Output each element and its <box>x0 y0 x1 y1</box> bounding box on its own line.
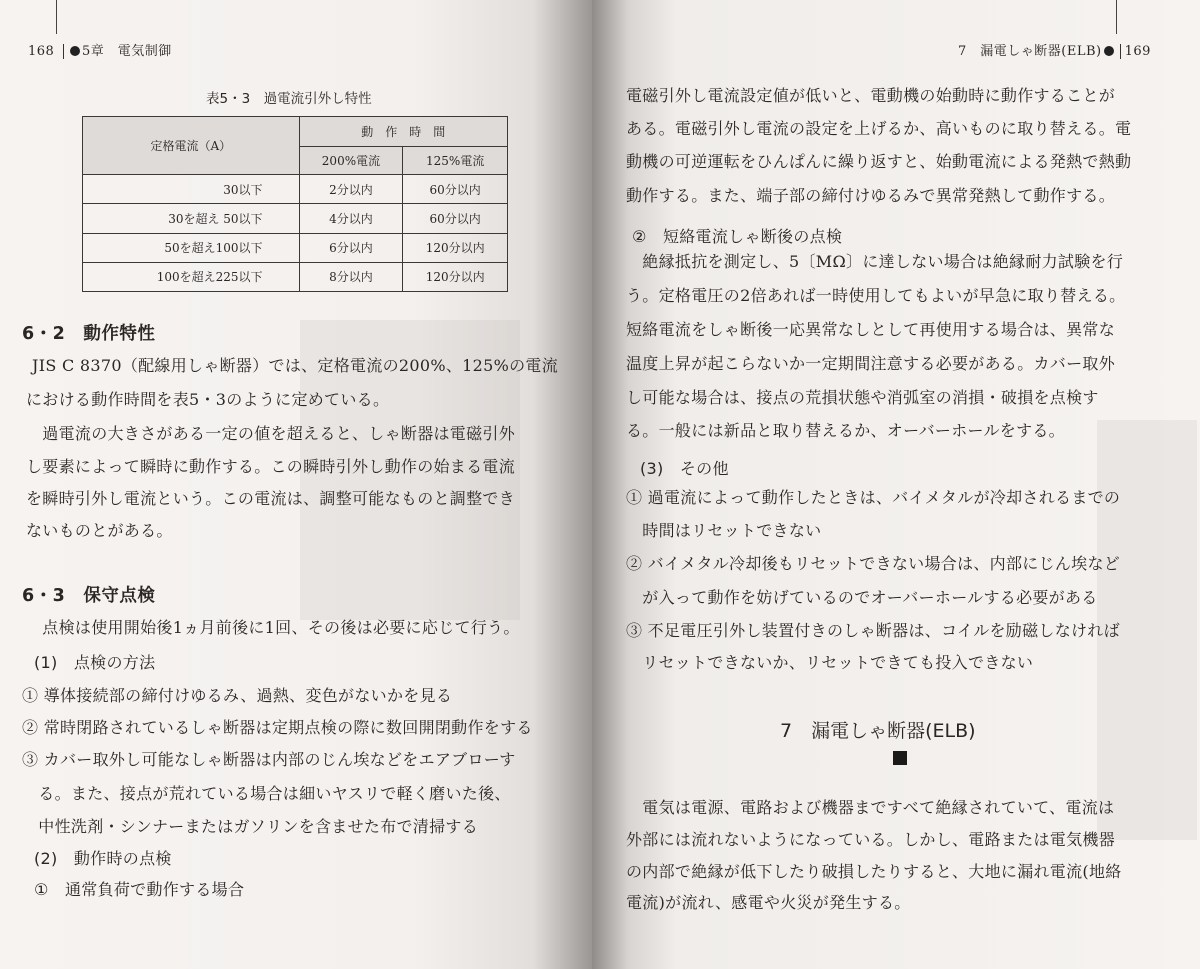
subheading: ② 短絡電流しゃ断後の点検 <box>632 227 843 246</box>
header-200: 200%電流 <box>299 147 403 175</box>
list-item: ① 過電流によって動作したときは、バイメタルが冷却されるまでの <box>626 488 1121 507</box>
body-line: し可能な場合は、接点の荒損状態や消弧室の消損・破損を点検す <box>626 388 1099 407</box>
section-square-mark <box>893 751 907 765</box>
table-row <box>83 175 508 204</box>
body-line: 動機の可逆運転をひんぱんに繰り返すと、始動電流による発熱で熱動 <box>626 152 1132 171</box>
trip-characteristics-table <box>82 116 508 292</box>
table-row <box>83 233 508 262</box>
subheading: ① 通常負荷で動作する場合 <box>34 880 245 899</box>
cell-125: 120分以内 <box>403 262 508 291</box>
cell-200: 8分以内 <box>299 262 403 291</box>
section-title: 7 漏電しゃ断器(ELB) <box>958 44 1102 59</box>
body-line: における動作時間を表5・3のように定めている。 <box>26 390 390 409</box>
list-item: ③ 不足電圧引外し装置付きのしゃ断器は、コイルを励磁しなければ <box>626 621 1120 640</box>
list-item: る。また、接点が荒れている場合は細いヤスリで軽く磨いた後、 <box>22 784 511 803</box>
body-line: ないものとがある。 <box>26 521 173 540</box>
list-item: ③ カバー取外し可能なしゃ断器は内部のじん埃などをエアブローす <box>22 750 516 769</box>
list-item: が入って動作を妨げているのでオーバーホールする必要がある <box>626 588 1098 607</box>
list-item: 時間はリセットできない <box>626 521 822 540</box>
cell-rated: 30を超え 50以下 <box>83 204 300 233</box>
subheading: (1) 点検の方法 <box>34 653 156 672</box>
table-caption: 表5・3 過電流引外し特性 <box>206 91 372 107</box>
cell-200: 4分以内 <box>299 204 403 233</box>
subheading: (3) その他 <box>640 459 729 478</box>
page-number: 169 <box>1124 44 1151 59</box>
header-operating-time: 動 作 時 間 <box>299 117 507 147</box>
cell-200: 2分以内 <box>299 175 403 204</box>
running-head-right <box>958 40 1151 59</box>
page-number: 168 <box>28 44 55 59</box>
list-item: ② 常時閉路されているしゃ断器は定期点検の際に数回開閉動作をする <box>22 718 533 737</box>
bullet-icon <box>1104 46 1114 56</box>
table-row <box>83 262 508 291</box>
body-line: 点検は使用開始後1ヵ月前後に1回、その後は必要に応じて行う。 <box>26 618 520 637</box>
cell-125: 120分以内 <box>403 233 508 262</box>
body-line: し要素によって瞬時に動作する。この瞬時引外し動作の始まる電流 <box>26 457 516 476</box>
list-item: 中性洗剤・シンナーまたはガソリンを含ませた布で清掃する <box>22 817 479 836</box>
body-line: 電流)が流れ、感電や火災が発生する。 <box>626 893 911 912</box>
list-item: ② バイメタル冷却後もリセットできない場合は、内部にじん埃など <box>626 554 1121 573</box>
table-row <box>83 204 508 233</box>
cell-rated: 100を超え225以下 <box>83 262 300 291</box>
body-line: る。一般には新品と取り替えるか、オーバーホールをする。 <box>626 421 1065 440</box>
body-line: 過電流の大きさがある一定の値を超えると、しゃ断器は電磁引外 <box>26 424 516 443</box>
cell-rated: 50を超え100以下 <box>83 233 300 262</box>
heading-6-2: 6・2 動作特性 <box>22 324 156 344</box>
body-line: 外部には流れないようになっている。しかし、電路または電気機器 <box>626 830 1116 849</box>
body-line: の内部で絶縁が低下したり破損したりすると、大地に漏れ電流(地絡 <box>626 862 1122 881</box>
body-line: を瞬時引外し電流という。この電流は、調整可能なものと調整でき <box>26 489 516 508</box>
right-page <box>592 0 1200 969</box>
body-line: ある。電磁引外し電流の設定を上げるか、高いものに取り替える。電 <box>626 119 1132 138</box>
page-rule <box>1116 0 1117 34</box>
bullet-icon <box>70 46 80 56</box>
body-line: う。定格電圧の2倍あれば一時使用してもよいが早急に取り替える。 <box>626 286 1126 305</box>
running-head-left <box>28 40 172 59</box>
body-line: 電磁引外し電流設定値が低いと、電動機の始動時に動作することが <box>626 86 1116 105</box>
list-item: リセットできないか、リセットできても投入できない <box>626 653 1034 672</box>
body-line: 短絡電流をしゃ断後一応異常なしとして再使用する場合は、異常な <box>626 320 1116 339</box>
body-line: 動作する。また、端子部の締付けゆるみで異常発熱して動作する。 <box>626 186 1116 205</box>
header-125: 125%電流 <box>403 147 508 175</box>
chapter-title: 5章 電気制御 <box>81 44 172 59</box>
header-rated-current: 定格電流（A） <box>83 117 300 175</box>
left-page <box>0 0 592 969</box>
heading-section-7: 7 漏電しゃ断器(ELB) <box>780 720 976 742</box>
body-line: JIS C 8370（配線用しゃ断器）では、定格電流の200%、125%の電流 <box>32 356 559 375</box>
body-line: 温度上昇が起こらないか一定期間注意する必要がある。カバー取外 <box>626 354 1116 373</box>
cell-125: 60分以内 <box>403 175 508 204</box>
body-line: 絶縁抵抗を測定し、5〔MΩ〕に達しない場合は絶縁耐力試験を行 <box>626 252 1124 271</box>
heading-6-3: 6・3 保守点検 <box>22 586 156 606</box>
list-item: ① 導体接続部の締付けゆるみ、過熱、変色がないかを見る <box>22 686 453 705</box>
page-rule <box>56 0 57 34</box>
cell-rated: 30以下 <box>83 175 300 204</box>
cell-200: 6分以内 <box>299 233 403 262</box>
body-line: 電気は電源、電路および機器まですべて絶縁されていて、電流は <box>626 798 1115 817</box>
cell-125: 60分以内 <box>403 204 508 233</box>
subheading: (2) 動作時の点検 <box>34 849 172 868</box>
